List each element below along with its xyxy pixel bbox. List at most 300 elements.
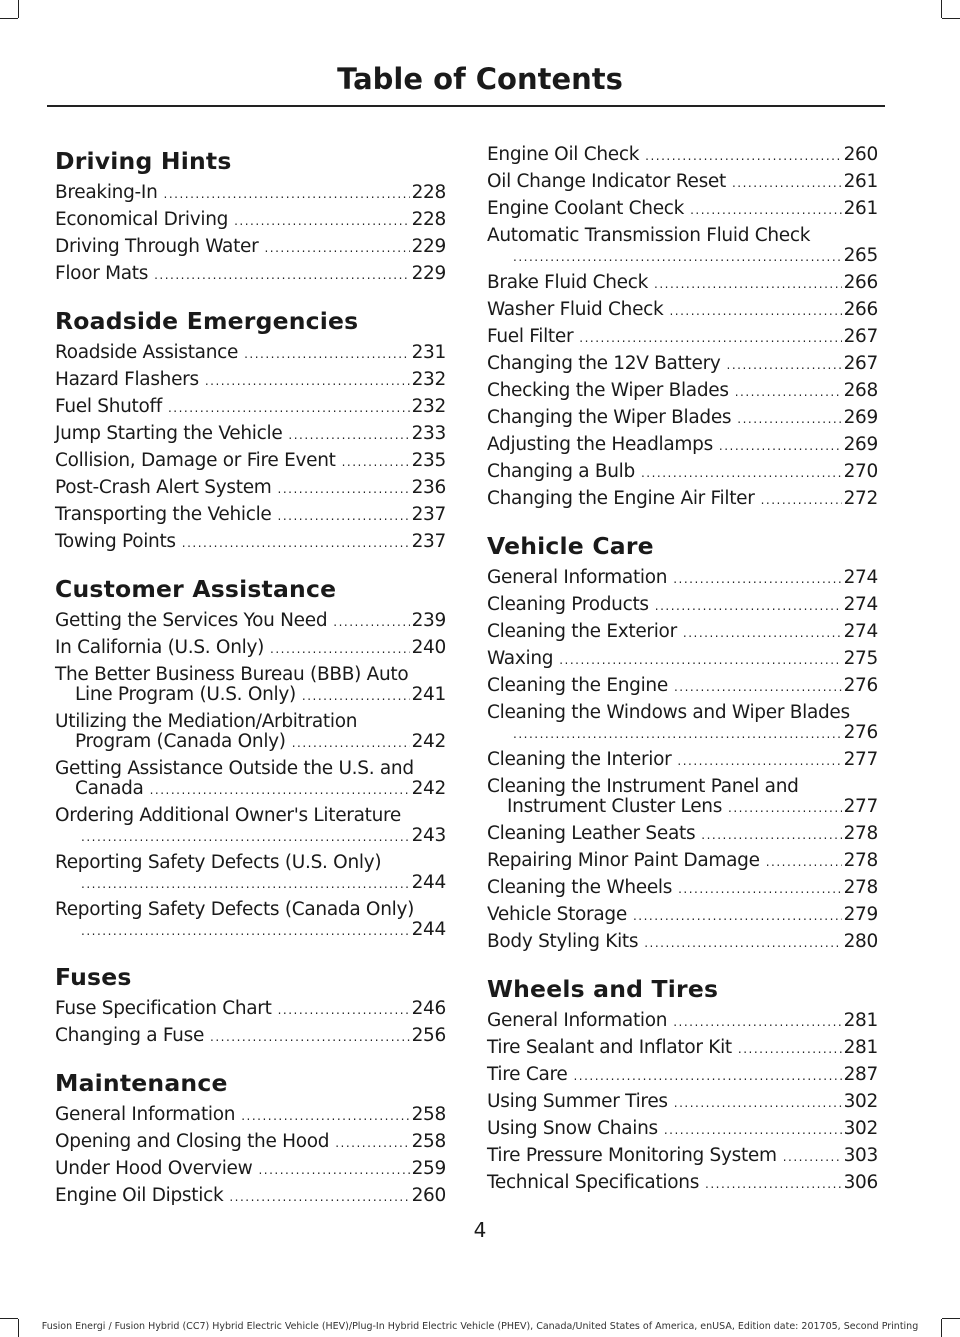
toc-entry[interactable]: [487, 595, 878, 616]
entry-line: [487, 354, 878, 375]
entry-title: Reporting Safety Defects (Canada Only): [55, 899, 415, 920]
entry-title: General Information: [487, 567, 668, 588]
entry-line: [487, 878, 878, 899]
entry-line: [487, 489, 878, 510]
entry-line: [487, 435, 878, 456]
entry-line: [55, 1105, 446, 1126]
toc-entry[interactable]: [55, 183, 446, 204]
entry-title: Changing the Engine Air Filter: [487, 488, 755, 509]
entry-page-number: 235: [411, 450, 446, 471]
entry-page-number: 267: [843, 326, 878, 347]
entry-page-number: 302: [843, 1118, 878, 1139]
toc-entry[interactable]: [55, 343, 446, 364]
entry-line: [55, 451, 446, 472]
dot-leader: [690, 200, 841, 220]
entry-title: Hazard Flashers: [55, 369, 199, 390]
entry-page-number: 269: [843, 434, 878, 455]
entry-line: [487, 273, 878, 294]
entry-line: [487, 381, 878, 402]
entry-page-number: 279: [843, 904, 878, 925]
toc-entry[interactable]: [487, 568, 878, 589]
entry-page-number: 228: [411, 182, 446, 203]
toc-entry[interactable]: [55, 900, 446, 941]
entry-page-number: 302: [843, 1091, 878, 1112]
entry-line: [55, 732, 446, 753]
entry-page-number: 242: [411, 731, 446, 752]
entry-page-number: 231: [411, 342, 446, 363]
toc-entry[interactable]: [487, 1011, 878, 1032]
toc-entry[interactable]: [55, 505, 446, 526]
toc-entry[interactable]: [55, 665, 446, 706]
entry-title: Fuse Specification Chart: [55, 998, 272, 1019]
toc-entry[interactable]: [55, 397, 446, 418]
dot-leader: [701, 825, 841, 845]
dot-leader: [669, 301, 841, 321]
entry-page-number: 274: [843, 621, 878, 642]
entry-line: [55, 264, 446, 285]
dot-leader: [229, 1187, 409, 1207]
entry-line: [55, 370, 446, 391]
dot-leader: [342, 452, 410, 472]
dot-leader: [732, 173, 842, 193]
entry-title: Cleaning the Exterior: [487, 621, 677, 642]
entry-line: [487, 750, 878, 771]
footer-text: Fusion Energi / Fusion Hybrid (CC7) Hybrid Electric Vehicle (HEV)/Plug-In Hybrid Electric Vehicle (PHEV), Canada/United States of America, enUSA, Edition date: 201705, Second Printing: [41, 1321, 919, 1332]
entry-page-number: 258: [411, 1131, 446, 1152]
entry-title: Cleaning the Windows and Wiper Blades: [487, 702, 850, 723]
toc-entry[interactable]: [55, 1105, 446, 1126]
toc-entry[interactable]: [487, 824, 878, 845]
toc-entry[interactable]: [55, 237, 446, 258]
entry-line: [55, 1159, 446, 1180]
dot-leader: [737, 409, 841, 429]
entry-page-number: 233: [411, 423, 446, 444]
entry-page-number: 277: [843, 749, 878, 770]
toc-entry[interactable]: [55, 1159, 446, 1180]
entry-title: Engine Coolant Check: [487, 198, 685, 219]
toc-entry[interactable]: [487, 1065, 878, 1086]
entry-line: [55, 237, 446, 258]
entry-title: Engine Oil Dipstick: [55, 1185, 224, 1206]
entry-page-number: 265: [843, 245, 878, 266]
dot-leader: [673, 569, 841, 589]
entry-page-number: 259: [411, 1158, 446, 1179]
entry-title: Cleaning the Wheels: [487, 877, 673, 898]
entry-title: Breaking-In: [55, 182, 158, 203]
entry-page-number: 237: [411, 504, 446, 525]
toc-entry[interactable]: [487, 489, 878, 510]
entry-title: Oil Change Indicator Reset: [487, 171, 726, 192]
toc-entry[interactable]: [55, 478, 446, 499]
entry-line: [55, 611, 446, 632]
entry-title: Using Summer Tires: [487, 1091, 668, 1112]
entry-line: [487, 905, 878, 926]
entry-line: [487, 1119, 878, 1140]
toc-entry[interactable]: [487, 435, 878, 456]
entry-page-number: 241: [411, 684, 446, 705]
entry-line: [55, 505, 446, 526]
dot-leader: [645, 146, 841, 166]
entry-page-number: 240: [411, 637, 446, 658]
entry-title: The Better Business Bureau (BBB) Auto: [55, 664, 409, 685]
dot-leader: [579, 328, 841, 348]
toc-entry[interactable]: [55, 264, 446, 285]
dot-leader: [513, 247, 842, 267]
entry-title: Fuel Shutoff: [55, 396, 162, 417]
dot-leader: [573, 1066, 841, 1086]
toc-section: [55, 305, 446, 553]
entry-title: Checking the Wiper Blades: [487, 380, 729, 401]
toc-entry[interactable]: [487, 676, 878, 697]
entry-line: [487, 568, 878, 589]
entry-line: [55, 183, 446, 204]
toc-section: [55, 573, 446, 941]
toc-column-left: [55, 145, 446, 1227]
crop-mark: [0, 18, 18, 19]
entry-line: [55, 532, 446, 553]
dot-leader: [674, 677, 842, 697]
dot-leader: [333, 612, 409, 632]
entry-title: General Information: [55, 1104, 236, 1125]
entry-title: Driving Through Water: [55, 236, 259, 257]
dot-leader: [673, 1012, 841, 1032]
entry-page-number: 268: [843, 380, 878, 401]
entry-title: Towing Points: [55, 531, 176, 552]
entry-title: Roadside Assistance: [55, 342, 239, 363]
toc-entry[interactable]: [55, 712, 446, 753]
entry-line: [55, 1186, 446, 1207]
entry-line: [55, 343, 446, 364]
dot-leader: [644, 933, 841, 953]
dot-leader: [81, 921, 410, 941]
entry-title: Changing the Wiper Blades: [487, 407, 732, 428]
toc-entry[interactable]: [487, 381, 878, 402]
dot-leader: [154, 265, 409, 285]
section-heading: Vehicle Care: [487, 532, 654, 560]
dot-leader: [761, 490, 842, 510]
dot-leader: [182, 533, 410, 553]
entry-page-number: 261: [843, 198, 878, 219]
dot-leader: [683, 623, 842, 643]
entry-line: [487, 797, 878, 818]
toc-section: [55, 1067, 446, 1207]
entry-title: Changing a Fuse: [55, 1025, 205, 1046]
entry-title: General Information: [487, 1010, 668, 1031]
toc-entry[interactable]: [487, 932, 878, 953]
dot-leader: [633, 906, 842, 926]
entry-title: Cleaning Products: [487, 594, 649, 615]
dot-leader: [735, 382, 842, 402]
entry-title: Brake Fluid Check: [487, 272, 649, 293]
toc-section: [55, 145, 446, 285]
section-heading: Roadside Emergencies: [55, 307, 359, 335]
dot-leader: [513, 724, 842, 744]
entry-page-number: 303: [843, 1145, 878, 1166]
toc-entry[interactable]: [55, 532, 446, 553]
entry-line: [487, 199, 878, 220]
dot-leader: [719, 436, 842, 456]
entry-page-number: 228: [411, 209, 446, 230]
entry-title: Technical Specifications: [487, 1172, 700, 1193]
entry-line: [487, 1065, 878, 1086]
toc-entry[interactable]: [487, 905, 878, 926]
entry-page-number: 270: [843, 461, 878, 482]
dot-leader: [677, 751, 841, 771]
entry-line: [55, 826, 446, 847]
toc-entry[interactable]: [487, 300, 878, 321]
entry-line: [487, 327, 878, 348]
entry-page-number: 281: [843, 1010, 878, 1031]
toc-entry[interactable]: [55, 424, 446, 445]
entry-title: Program (Canada Only): [75, 731, 286, 752]
dot-leader: [292, 733, 410, 753]
entry-page-number: 274: [843, 567, 878, 588]
entry-page-number: 269: [843, 407, 878, 428]
toc-entry[interactable]: [487, 172, 878, 193]
toc-entry[interactable]: [487, 1038, 878, 1059]
toc-column-right: [487, 145, 878, 1214]
entry-line: [487, 246, 878, 267]
page-title: Table of Contents: [337, 62, 623, 96]
toc-entry[interactable]: [55, 451, 446, 472]
dot-leader: [655, 596, 842, 616]
entry-page-number: 246: [411, 998, 446, 1019]
dot-leader: [559, 650, 841, 670]
entry-line: [55, 685, 446, 706]
crop-mark: [18, 0, 19, 18]
dot-leader: [654, 274, 842, 294]
dot-leader: [164, 184, 410, 204]
entry-page-number: 266: [843, 299, 878, 320]
crop-mark: [942, 1318, 960, 1319]
section-heading: Driving Hints: [55, 147, 232, 175]
entry-title: Reporting Safety Defects (U.S. Only): [55, 852, 382, 873]
dot-leader: [728, 798, 842, 818]
entry-page-number: 232: [411, 369, 446, 390]
entry-title: Using Snow Chains: [487, 1118, 658, 1139]
toc-entry[interactable]: [487, 649, 878, 670]
entry-title: Adjusting the Headlamps: [487, 434, 713, 455]
entry-title: Opening and Closing the Hood: [55, 1131, 330, 1152]
toc-entry[interactable]: [487, 1092, 878, 1113]
dot-leader: [150, 780, 410, 800]
toc-entry[interactable]: [55, 759, 446, 800]
dot-leader: [210, 1027, 410, 1047]
entry-title: Canada: [75, 778, 144, 799]
entry-line: [487, 172, 878, 193]
toc-entry[interactable]: [487, 1173, 878, 1194]
entry-line: [487, 408, 878, 429]
dot-leader: [674, 1093, 842, 1113]
entry-title: Tire Sealant and Inflator Kit: [487, 1037, 732, 1058]
entry-page-number: 272: [843, 488, 878, 509]
entry-line: [487, 595, 878, 616]
entry-line: [487, 851, 878, 872]
entry-page-number: 278: [843, 877, 878, 898]
toc-section: [487, 530, 878, 953]
entry-title: Jump Starting the Vehicle: [55, 423, 283, 444]
dot-leader: [664, 1120, 842, 1140]
entry-title: Washer Fluid Check: [487, 299, 664, 320]
dot-leader: [258, 1160, 409, 1180]
entry-page-number: 258: [411, 1104, 446, 1125]
entry-line: [55, 779, 446, 800]
dot-leader: [205, 371, 410, 391]
entry-title: Line Program (U.S. Only): [75, 684, 296, 705]
toc-entry[interactable]: [487, 327, 878, 348]
entry-title: Under Hood Overview: [55, 1158, 253, 1179]
dot-leader: [705, 1174, 842, 1194]
toc-entry[interactable]: [487, 354, 878, 375]
toc-entry[interactable]: [55, 370, 446, 391]
entry-line: [487, 649, 878, 670]
toc-entry[interactable]: [487, 851, 878, 872]
entry-line: [55, 638, 446, 659]
entry-line: [55, 1132, 446, 1153]
entry-line: [487, 1011, 878, 1032]
entry-title: Cleaning Leather Seats: [487, 823, 696, 844]
entry-line: [487, 462, 878, 483]
toc-entry[interactable]: [55, 611, 446, 632]
toc-entry[interactable]: [55, 210, 446, 231]
entry-page-number: 287: [843, 1064, 878, 1085]
dot-leader: [244, 344, 409, 364]
entry-line: [55, 999, 446, 1020]
entry-page-number: 278: [843, 850, 878, 871]
toc-entry[interactable]: [55, 806, 446, 847]
entry-title: Waxing: [487, 648, 554, 669]
entry-title: Body Styling Kits: [487, 931, 639, 952]
section-heading: Fuses: [55, 963, 132, 991]
entry-page-number: 276: [843, 722, 878, 743]
entry-line: [55, 397, 446, 418]
entry-line: [55, 424, 446, 445]
toc-entry[interactable]: [55, 1132, 446, 1153]
dot-leader: [81, 874, 410, 894]
dot-leader: [270, 639, 410, 659]
entry-line: [487, 676, 878, 697]
entry-title: Getting the Services You Need: [55, 610, 328, 631]
entry-page-number: 239: [411, 610, 446, 631]
toc-entry[interactable]: [55, 1186, 446, 1207]
dot-leader: [234, 211, 410, 231]
entry-page-number: 276: [843, 675, 878, 696]
toc-section: [487, 145, 878, 510]
section-heading: Maintenance: [55, 1069, 228, 1097]
entry-title: Transporting the Vehicle: [55, 504, 272, 525]
entry-page-number: 267: [843, 353, 878, 374]
entry-title: Tire Pressure Monitoring System: [487, 1145, 777, 1166]
entry-page-number: 266: [843, 272, 878, 293]
entry-line: [487, 622, 878, 643]
dot-leader: [264, 238, 409, 258]
entry-line: [55, 210, 446, 231]
toc-entry[interactable]: [487, 273, 878, 294]
entry-page-number: 232: [411, 396, 446, 417]
crop-mark: [941, 0, 942, 18]
toc-entry[interactable]: [487, 750, 878, 771]
entry-line: [55, 478, 446, 499]
entry-title: Cleaning the Engine: [487, 675, 668, 696]
entry-line: [487, 145, 878, 166]
toc-entry[interactable]: [487, 226, 878, 267]
entry-page-number: 237: [411, 531, 446, 552]
entry-line: [487, 824, 878, 845]
entry-title: Tire Care: [487, 1064, 568, 1085]
entry-line: [487, 1092, 878, 1113]
entry-line: [487, 300, 878, 321]
entry-page-number: 256: [411, 1025, 446, 1046]
entry-title: Floor Mats: [55, 263, 149, 284]
dot-leader: [278, 1000, 410, 1020]
entry-title: Vehicle Storage: [487, 904, 627, 925]
dot-leader: [783, 1147, 842, 1167]
toc-entry[interactable]: [487, 777, 878, 818]
entry-page-number: 244: [411, 919, 446, 940]
entry-title: In California (U.S. Only): [55, 637, 265, 658]
dot-leader: [335, 1133, 409, 1153]
toc-entry[interactable]: [487, 1119, 878, 1140]
dot-leader: [241, 1106, 409, 1126]
dot-leader: [641, 463, 842, 483]
entry-page-number: 261: [843, 171, 878, 192]
entry-page-number: 280: [843, 931, 878, 952]
entry-page-number: 242: [411, 778, 446, 799]
dot-leader: [288, 425, 409, 445]
toc-entry[interactable]: [487, 462, 878, 483]
toc-section: [487, 973, 878, 1194]
entry-page-number: 243: [411, 825, 446, 846]
entry-page-number: 281: [843, 1037, 878, 1058]
entry-line: [55, 873, 446, 894]
toc-entry[interactable]: [487, 878, 878, 899]
toc-entry[interactable]: [55, 999, 446, 1020]
toc-entry[interactable]: [487, 145, 878, 166]
entry-title: Getting Assistance Outside the U.S. and: [55, 758, 414, 779]
entry-page-number: 236: [411, 477, 446, 498]
entry-line: [55, 1026, 446, 1047]
dot-leader: [766, 852, 842, 872]
entry-line: [55, 920, 446, 941]
dot-leader: [278, 479, 410, 499]
toc-entry[interactable]: [487, 703, 878, 744]
dot-leader: [81, 827, 410, 847]
toc-entry[interactable]: [55, 638, 446, 659]
entry-title: Collision, Damage or Fire Event: [55, 450, 336, 471]
entry-title: Post-Crash Alert System: [55, 477, 272, 498]
entry-title: Utilizing the Mediation/Arbitration: [55, 711, 358, 732]
toc-entry[interactable]: [487, 622, 878, 643]
entry-line: [487, 1146, 878, 1167]
dot-leader: [278, 506, 410, 526]
entry-title: Fuel Filter: [487, 326, 574, 347]
dot-leader: [678, 879, 841, 899]
entry-title: Instrument Cluster Lens: [507, 796, 723, 817]
entry-page-number: 229: [411, 236, 446, 257]
crop-mark: [942, 18, 960, 19]
toc-entry[interactable]: [487, 1146, 878, 1167]
toc-entry[interactable]: [55, 1026, 446, 1047]
dot-leader: [727, 355, 842, 375]
entry-page-number: 278: [843, 823, 878, 844]
page-number: 4: [473, 1218, 487, 1242]
entry-title: Cleaning the Interior: [487, 749, 672, 770]
entry-title: Ordering Additional Owner's Literature: [55, 805, 402, 826]
toc-entry[interactable]: [487, 199, 878, 220]
toc-entry[interactable]: [487, 408, 878, 429]
toc-entry[interactable]: [55, 853, 446, 894]
entry-title: Cleaning the Instrument Panel and: [487, 776, 799, 797]
